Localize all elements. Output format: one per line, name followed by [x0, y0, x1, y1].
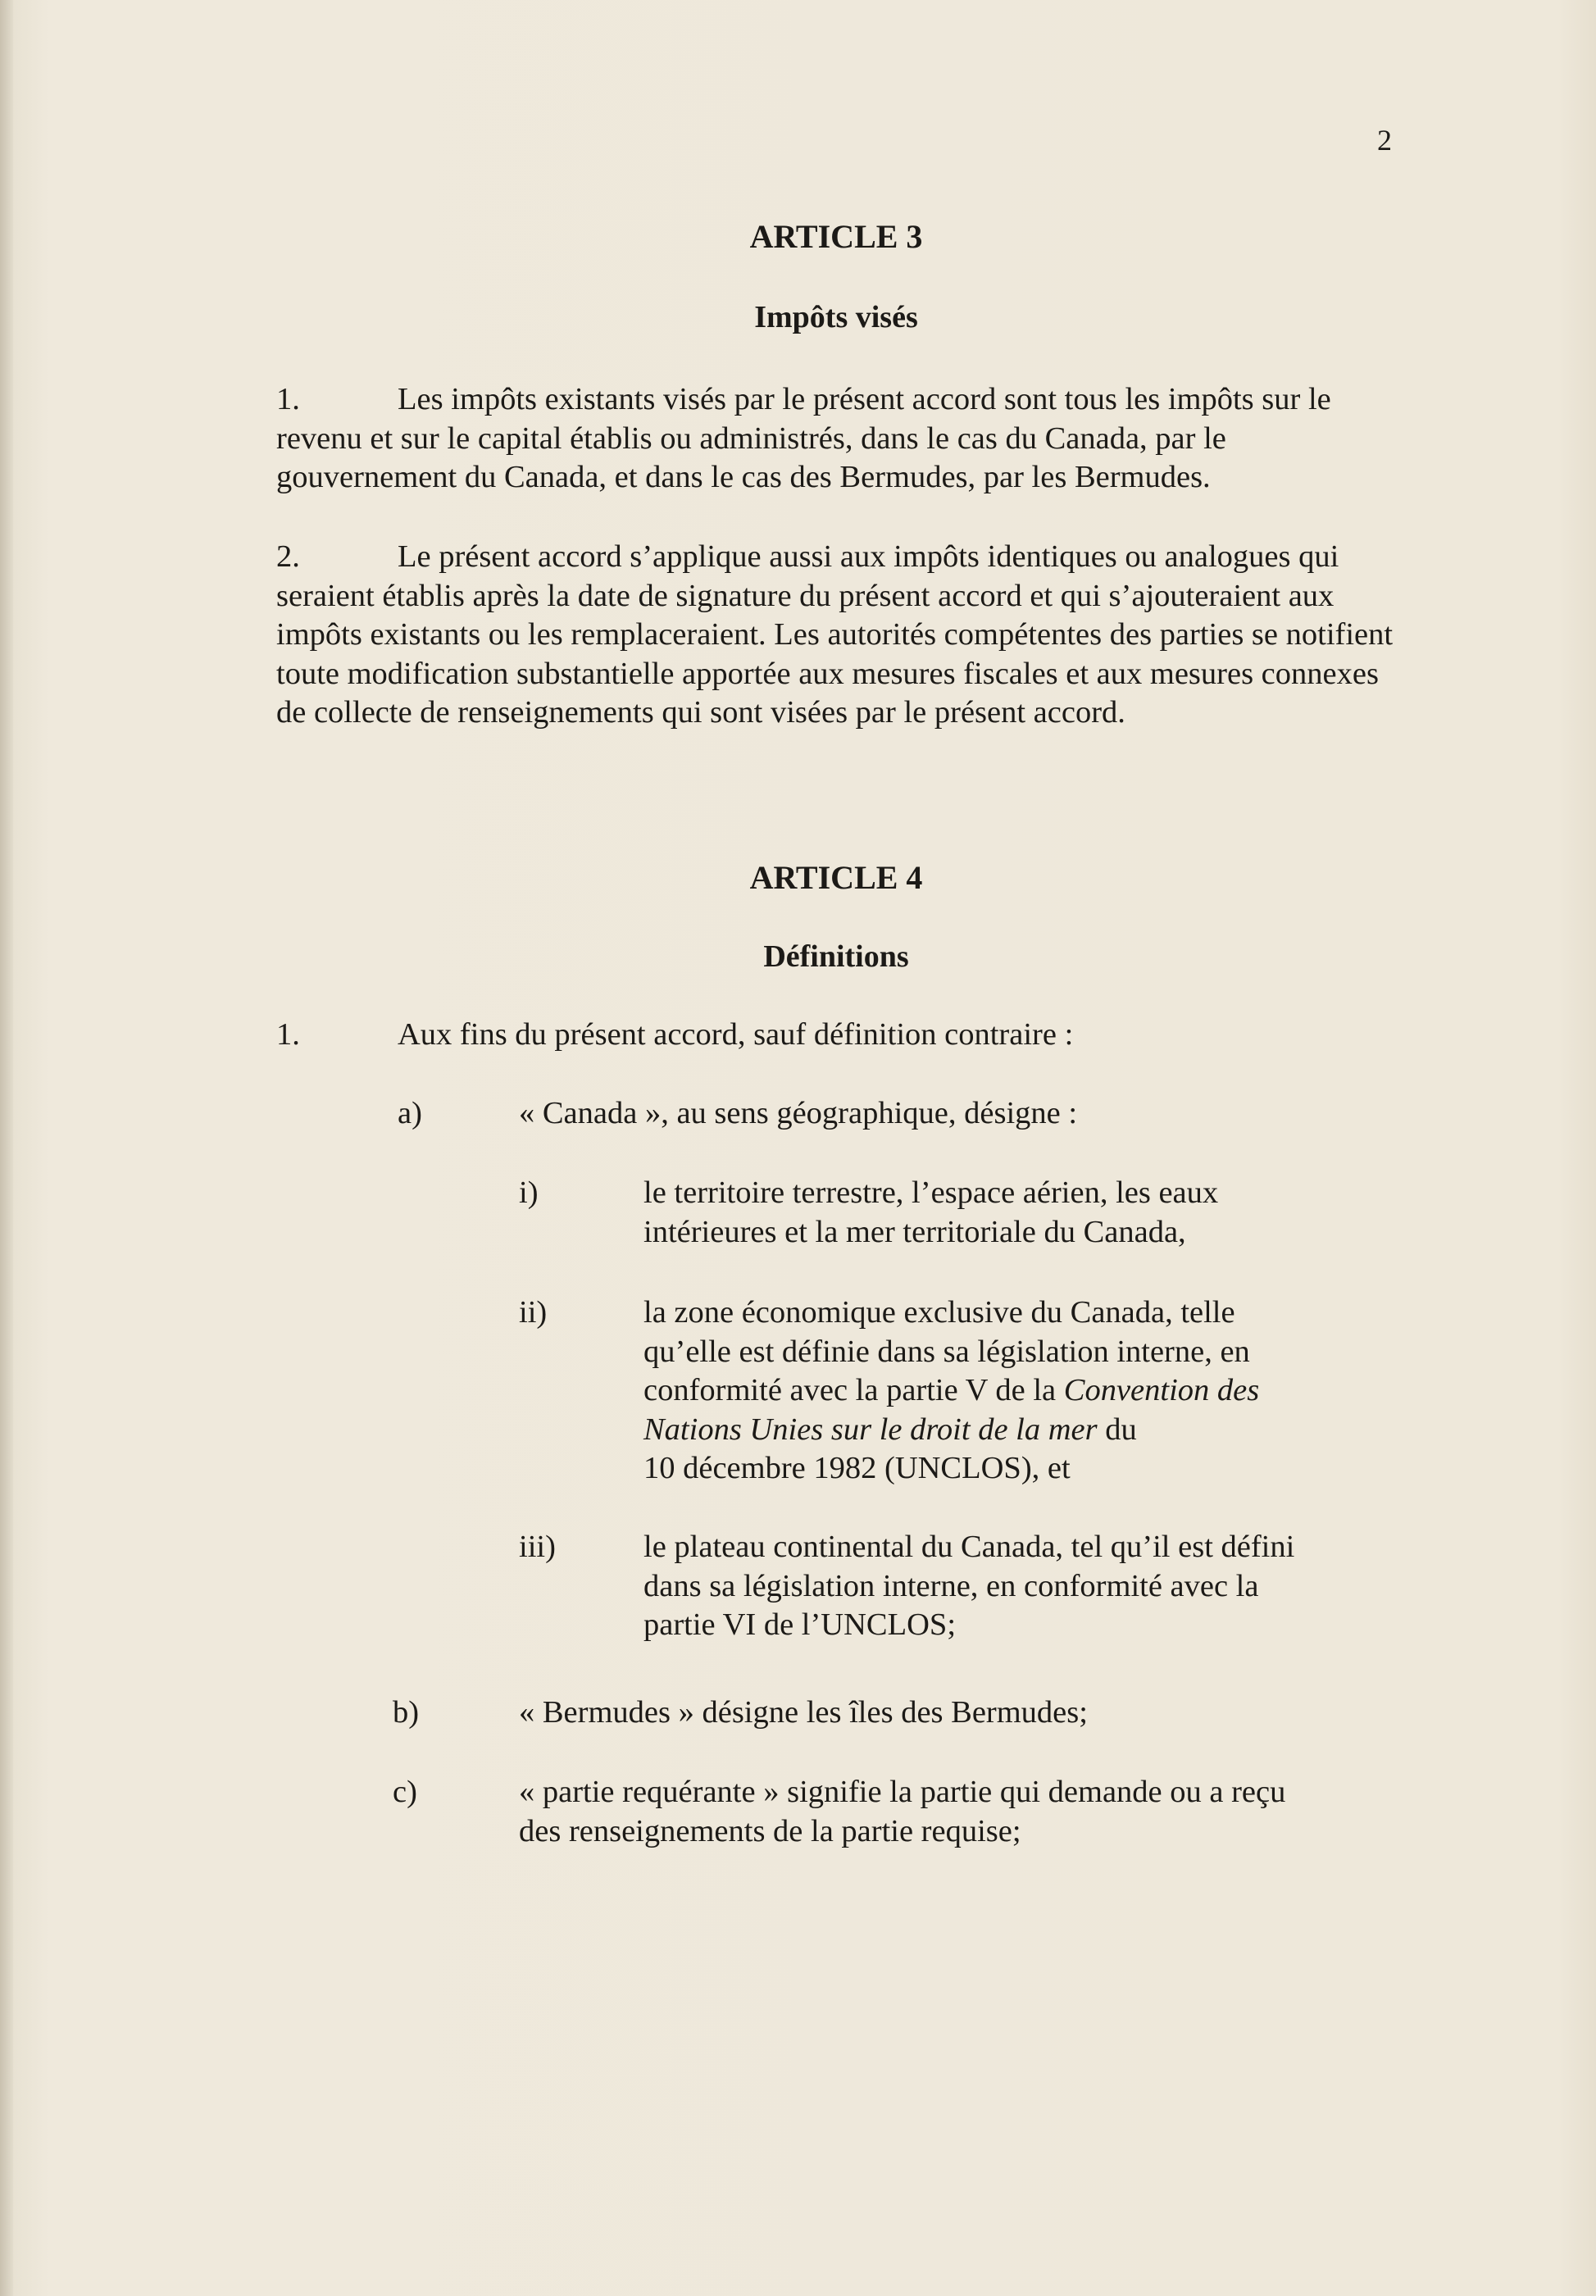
article-4-paragraph-number: 1. [276, 1017, 300, 1052]
item-iii-label: iii) [519, 1530, 556, 1564]
article-3-subtitle: Impôts visés [754, 300, 918, 334]
item-ii-text [643, 1293, 1259, 1489]
page-edge [0, 0, 13, 2296]
item-iii-text [643, 1528, 1294, 1645]
item-ii-line-4-text: du [1097, 1412, 1137, 1447]
article-4-paragraph-text: Aux fins du présent accord, sauf définition contraire : [398, 1017, 1074, 1052]
item-i-line-1: le territoire terrestre, l’espace aérien, les eaux [643, 1175, 1219, 1210]
item-ii-line-2: qu’elle est définie dans sa législation interne, en [643, 1334, 1250, 1369]
item-c-label: c) [393, 1775, 417, 1809]
article-3-paragraph-1 [276, 380, 1399, 498]
article-4-subtitle: Définitions [763, 939, 909, 974]
article-4-title: ARTICLE 4 [749, 859, 923, 896]
item-i-line-2: intérieures et la mer territoriale du Canada, [643, 1214, 1186, 1249]
convention-title-part-1: Convention des [1063, 1373, 1260, 1407]
item-a-text: « Canada », au sens géographique, désigne : [519, 1096, 1078, 1130]
item-i-text [643, 1174, 1218, 1252]
item-c-text [519, 1773, 1285, 1851]
item-iii-line-2: dans sa législation interne, en conformité avec la [643, 1568, 1259, 1603]
item-b-label: b) [393, 1695, 420, 1730]
item-ii-line-5: 10 décembre 1982 (UNCLOS), et [643, 1451, 1071, 1485]
item-b-text: « Bermudes » désigne les îles des Bermudes; [519, 1695, 1088, 1730]
item-c-line-2: des renseignements de la partie requise; [519, 1813, 1021, 1848]
article-3-title: ARTICLE 3 [749, 218, 923, 255]
paragraph-number: 2. [276, 539, 300, 574]
item-iii-line-1: le plateau continental du Canada, tel qu’il est défini [643, 1530, 1295, 1564]
page-number: 2 [1377, 124, 1392, 157]
item-iii-line-3: partie VI de l’UNCLOS; [643, 1607, 957, 1642]
item-i-label: i) [519, 1175, 539, 1210]
item-a-label: a) [398, 1096, 422, 1130]
item-ii-line-4 [643, 1411, 1259, 1450]
item-c-line-1: « partie requérante » signifie la partie qui demande ou a reçu [519, 1775, 1286, 1809]
convention-title-part-2: Nations Unies sur le droit de la mer [643, 1412, 1098, 1447]
item-ii-line-3 [643, 1371, 1259, 1411]
item-ii-line-1: la zone économique exclusive du Canada, telle [643, 1295, 1235, 1330]
paragraph-text: Le présent accord s’applique aussi aux impôts identiques ou analogues qui seraient établis après la date de signature du présent accord et qui s’ajouteraient aux impôts existants ou les remplaceraient. Les autorités compétentes des parties se notifient toute modification substantielle apportée aux mesures fiscales et aux mesures connexes de collecte de renseignements qui sont visées par le présent accord. [276, 539, 1394, 730]
paragraph-number: 1. [276, 382, 300, 416]
item-ii-line-3-text: conformité avec la partie V de la [643, 1373, 1064, 1407]
article-3-paragraph-2 [276, 538, 1399, 733]
paragraph-text: Les impôts existants visés par le présent accord sont tous les impôts sur le revenu et sur le capital établis ou administrés, dans le cas du Canada, par le gouvernement du Canada, et dans le cas des Bermudes, par les Bermudes. [276, 382, 1331, 494]
item-ii-label: ii) [519, 1295, 548, 1330]
